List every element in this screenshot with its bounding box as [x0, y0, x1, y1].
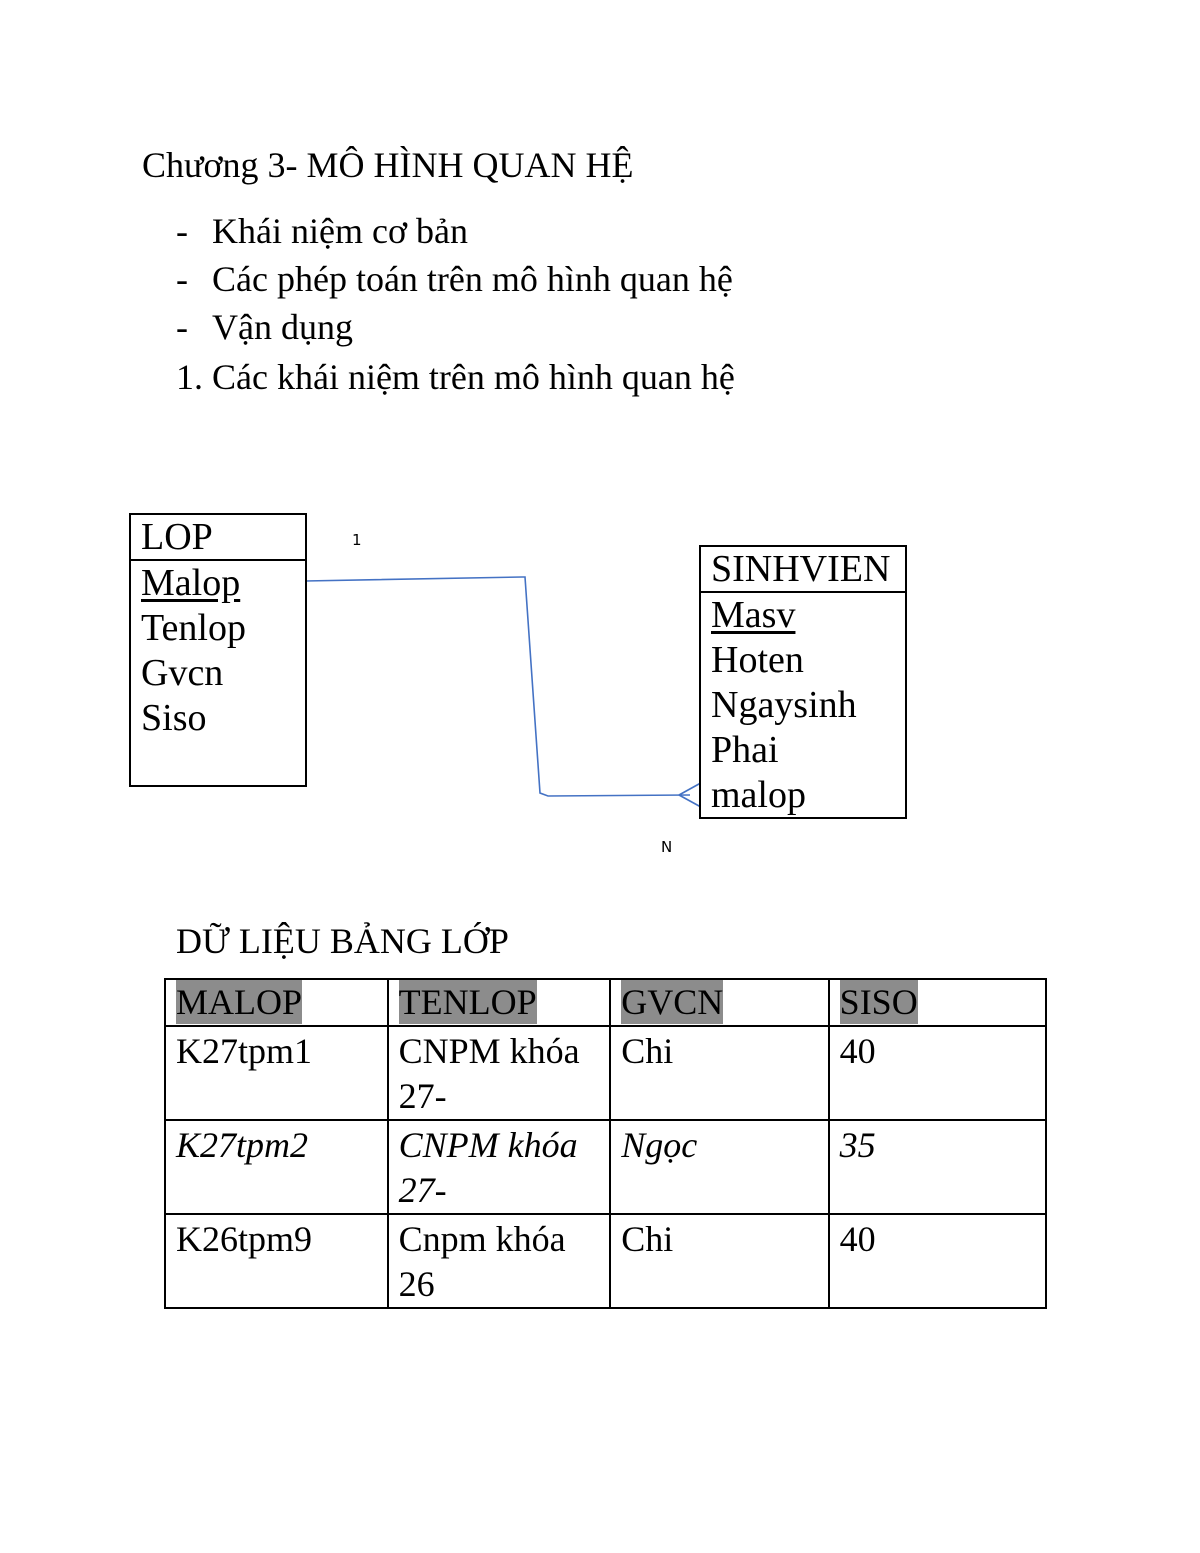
column-header: MALOP — [165, 979, 388, 1026]
attribute: Hoten — [711, 639, 804, 681]
attribute: Phai — [711, 729, 779, 771]
bullet-item — [176, 208, 733, 256]
table-cell: 40 — [829, 1026, 1046, 1120]
cardinality-many-label: N — [661, 838, 673, 856]
bullet-mark: - — [176, 211, 188, 251]
connector-path — [305, 577, 690, 796]
attribute-primary-key: Malop — [141, 562, 241, 604]
section-title: DỮ LIỆU BẢNG LỚP — [176, 921, 509, 961]
table-cell: CNPM khóa 27- — [388, 1026, 611, 1120]
entity-name: SINHVIEN — [701, 547, 905, 593]
table-row — [165, 1120, 1046, 1214]
cardinality-one-label: 1 — [352, 531, 362, 549]
bullet-mark: - — [176, 307, 188, 347]
table-cell: K27tpm1 — [165, 1026, 388, 1120]
entity-lop — [129, 513, 307, 787]
attribute: Gvcn — [141, 652, 224, 694]
column-header: SISO — [829, 979, 1046, 1026]
table-cell: 35 — [829, 1120, 1046, 1214]
table-cell: Cnpm khóa 26 — [388, 1214, 611, 1308]
table-cell: Chi — [610, 1214, 828, 1308]
attribute: Ngaysinh — [711, 684, 857, 726]
bullet-text: Các phép toán trên mô hình quan hệ — [212, 259, 733, 299]
table-row — [165, 1214, 1046, 1308]
attribute-foreign-key: malop — [711, 774, 806, 816]
attribute-primary-key: Masv — [711, 594, 796, 636]
table-row — [165, 1026, 1046, 1120]
bullet-item — [176, 304, 733, 352]
table-cell: K26tpm9 — [165, 1214, 388, 1308]
attribute: Tenlop — [141, 607, 246, 649]
table-cell: Chi — [610, 1026, 828, 1120]
chapter-title: Chương 3- MÔ HÌNH QUAN HỆ — [142, 145, 634, 185]
entity-sinhvien — [699, 545, 907, 819]
entity-name: LOP — [131, 515, 305, 561]
bullet-list — [176, 208, 733, 352]
table-cell: K27tpm2 — [165, 1120, 388, 1214]
table-cell: Ngọc — [610, 1120, 828, 1214]
lop-data-table — [164, 978, 1047, 1309]
attribute: Siso — [141, 697, 207, 739]
bullet-item — [176, 256, 733, 304]
number-mark: 1. — [176, 357, 203, 397]
bullet-text: Vận dụng — [212, 307, 353, 347]
numbered-text: Các khái niệm trên mô hình quan hệ — [212, 357, 735, 397]
table-header-row — [165, 979, 1046, 1026]
table-cell: CNPM khóa 27- — [388, 1120, 611, 1214]
bullet-mark: - — [176, 259, 188, 299]
table-cell: 40 — [829, 1214, 1046, 1308]
column-header: GVCN — [610, 979, 828, 1026]
column-header: TENLOP — [388, 979, 611, 1026]
bullet-text: Khái niệm cơ bản — [212, 211, 468, 251]
numbered-item — [176, 354, 735, 400]
